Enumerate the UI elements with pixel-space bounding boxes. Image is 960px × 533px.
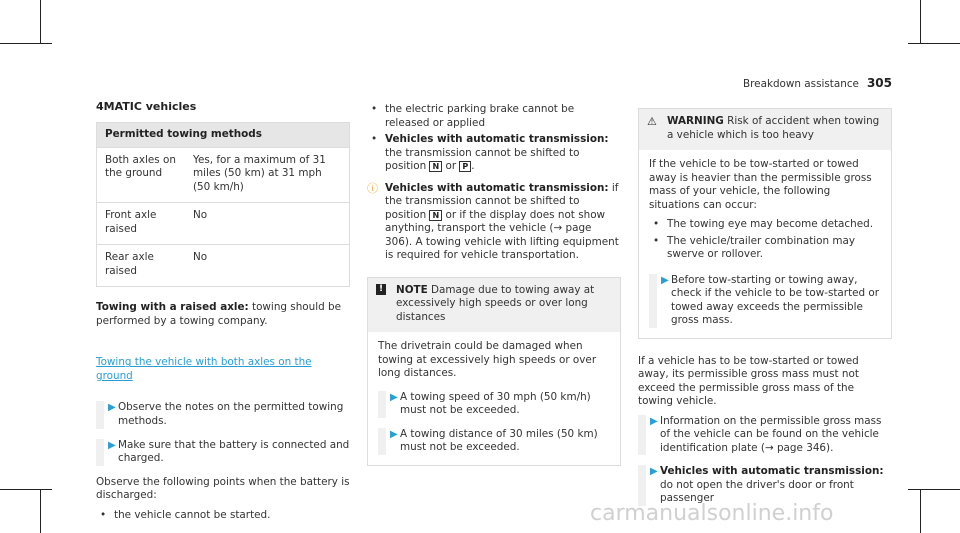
raised-axle-paragraph xyxy=(96,301,350,328)
crop-mark xyxy=(920,0,921,44)
step-label: Vehicles with automatic transmission: xyxy=(660,465,884,478)
step-text: A towing distance of 30 miles (50 km) must not be exceeded. xyxy=(400,427,598,454)
bullet-icon: • xyxy=(371,133,378,146)
table-cell: Yes, for a maximum of 31 miles (50 km) at 31 mph (50 km/h) xyxy=(185,147,350,203)
table-cell: Both axles on the ground xyxy=(97,147,186,203)
gross-mass-paragraph: If a vehicle has to be tow-started or towed away, its permissible gross mass must not exceed the permissible gross mass of the towing vehicle. xyxy=(638,354,859,408)
play-icon: ▶ xyxy=(650,466,658,478)
gear-p-key: P xyxy=(459,161,471,172)
bullet-text: The vehicle/trailer combination may swerve or rollover. xyxy=(667,234,856,261)
column-2 xyxy=(367,103,621,476)
bullet-text: the electric parking brake cannot be released or applied xyxy=(385,103,575,129)
column-3 xyxy=(638,108,892,516)
info-text: if the transmission cannot be shifted to position xyxy=(385,181,619,221)
instruction-step xyxy=(378,391,610,418)
table-header: Permitted towing methods xyxy=(97,123,350,148)
raised-axle-label: Towing with a raised axle: xyxy=(96,301,249,314)
bullet-text: or xyxy=(442,160,460,173)
step-text: Before tow-starting or towing away, check if the vehicle to be tow-started or towed away exceeds the permissible gross mass. xyxy=(671,273,880,327)
warning-icon: ⚠ xyxy=(647,115,657,128)
section-link-heading[interactable]: Towing the vehicle with both axles on the ground xyxy=(96,356,312,382)
instruction-step xyxy=(96,401,350,428)
bullet-text: the vehicle cannot be started. xyxy=(114,508,271,521)
bullet-icon: • xyxy=(653,218,660,231)
watermark: carmanualsonline.info xyxy=(590,501,834,526)
table-cell: Rear axle raised xyxy=(97,245,186,287)
step-text: Make sure that the battery is connected and charged. xyxy=(118,438,350,465)
play-icon: ▶ xyxy=(390,428,398,440)
section-title: 4MATIC vehicles xyxy=(96,100,197,113)
list-item xyxy=(649,235,881,262)
raised-axle-text: towing should be performed by a towing company. xyxy=(96,301,342,327)
crop-mark xyxy=(40,0,41,44)
table-cell: No xyxy=(185,203,350,245)
table-cell: Front axle raised xyxy=(97,203,186,245)
play-icon: ▶ xyxy=(390,391,398,403)
column-1 xyxy=(96,100,350,525)
instruction-step xyxy=(638,415,892,456)
note-title: NOTE xyxy=(396,283,428,296)
step-text: Information on the permissible gross mass of the vehicle can be found on the vehicle identification plate ( xyxy=(660,414,882,454)
crop-mark xyxy=(908,489,960,490)
note-body-text: The drivetrain could be damaged when towing at excessively high speeds or over long distances. xyxy=(378,340,597,380)
table-row xyxy=(97,245,350,287)
instruction-step xyxy=(378,428,610,455)
warning-body-text: If the vehicle to be tow-started or towed away is heavier than the permissible gross mass of your vehicle, the following situations can occur: xyxy=(649,158,872,211)
arrow-icon: → xyxy=(553,222,563,235)
bullet-text: The towing eye may become detached. xyxy=(667,218,874,231)
discharged-intro: Observe the following points when the battery is discharged: xyxy=(96,475,350,502)
note-header xyxy=(368,278,620,333)
info-text: or if the display does not show anything, transport the vehicle ( xyxy=(385,208,606,235)
warning-head-text: Risk of accident when towing a vehicle which is too heavy xyxy=(667,115,880,141)
warning-body xyxy=(639,150,891,338)
list-item xyxy=(649,218,881,232)
list-item xyxy=(367,103,621,130)
step-text: do not open the driver's door or front passenger xyxy=(660,478,854,505)
bullet-text: the transmission cannot be shifted to position xyxy=(385,146,580,173)
table-row xyxy=(97,203,350,245)
info-text: ). A towing vehicle with lifting equipment is required for vehicle transportation. xyxy=(385,235,619,262)
step-text: Observe the notes on the permitted towing methods. xyxy=(118,401,344,427)
step-text: ). xyxy=(826,441,834,454)
step-text: A towing speed of 30 mph (50 km/h) must not be exceeded. xyxy=(400,390,591,417)
gear-n-key: N xyxy=(429,210,442,221)
crop-mark xyxy=(40,489,41,533)
table-row xyxy=(97,147,350,203)
page-reference[interactable]: page 346 xyxy=(773,441,827,454)
bullet-icon: • xyxy=(653,234,660,247)
instruction-step xyxy=(96,439,350,466)
arrow-icon: → xyxy=(764,441,774,454)
play-icon: ▶ xyxy=(650,415,658,427)
page-header xyxy=(743,76,892,92)
warning-title: WARNING xyxy=(667,115,724,127)
note-icon: ! xyxy=(376,284,386,295)
list-item xyxy=(96,509,350,523)
info-note xyxy=(367,182,621,263)
instruction-step xyxy=(649,274,881,328)
list-item xyxy=(367,133,621,174)
info-label: Vehicles with automatic transmission: xyxy=(385,181,609,194)
play-icon: ▶ xyxy=(661,274,669,286)
crop-mark xyxy=(908,43,960,44)
page-reference[interactable]: page 306 xyxy=(385,222,592,248)
header-section: Breakdown assistance xyxy=(743,78,859,90)
note-body xyxy=(368,332,620,465)
play-icon: ▶ xyxy=(108,402,116,414)
page-number: 305 xyxy=(866,76,892,90)
play-icon: ▶ xyxy=(108,439,116,451)
warning-header xyxy=(639,109,891,150)
table-cell: No xyxy=(185,245,350,287)
info-icon: ⓘ xyxy=(367,181,378,195)
bullet-label: Vehicles with automatic transmission: xyxy=(385,133,609,146)
note-box xyxy=(367,277,621,466)
crop-mark xyxy=(0,43,52,44)
towing-methods-table xyxy=(96,122,350,287)
bullet-icon: • xyxy=(100,508,107,521)
note-head-text: Damage due to towing away at excessively high speeds or over long distances xyxy=(396,283,595,323)
gear-n-key: N xyxy=(429,161,442,172)
bullet-text: . xyxy=(471,160,475,173)
warning-box xyxy=(638,108,892,339)
crop-mark xyxy=(0,489,52,490)
crop-mark xyxy=(920,489,921,533)
bullet-icon: • xyxy=(371,103,378,115)
